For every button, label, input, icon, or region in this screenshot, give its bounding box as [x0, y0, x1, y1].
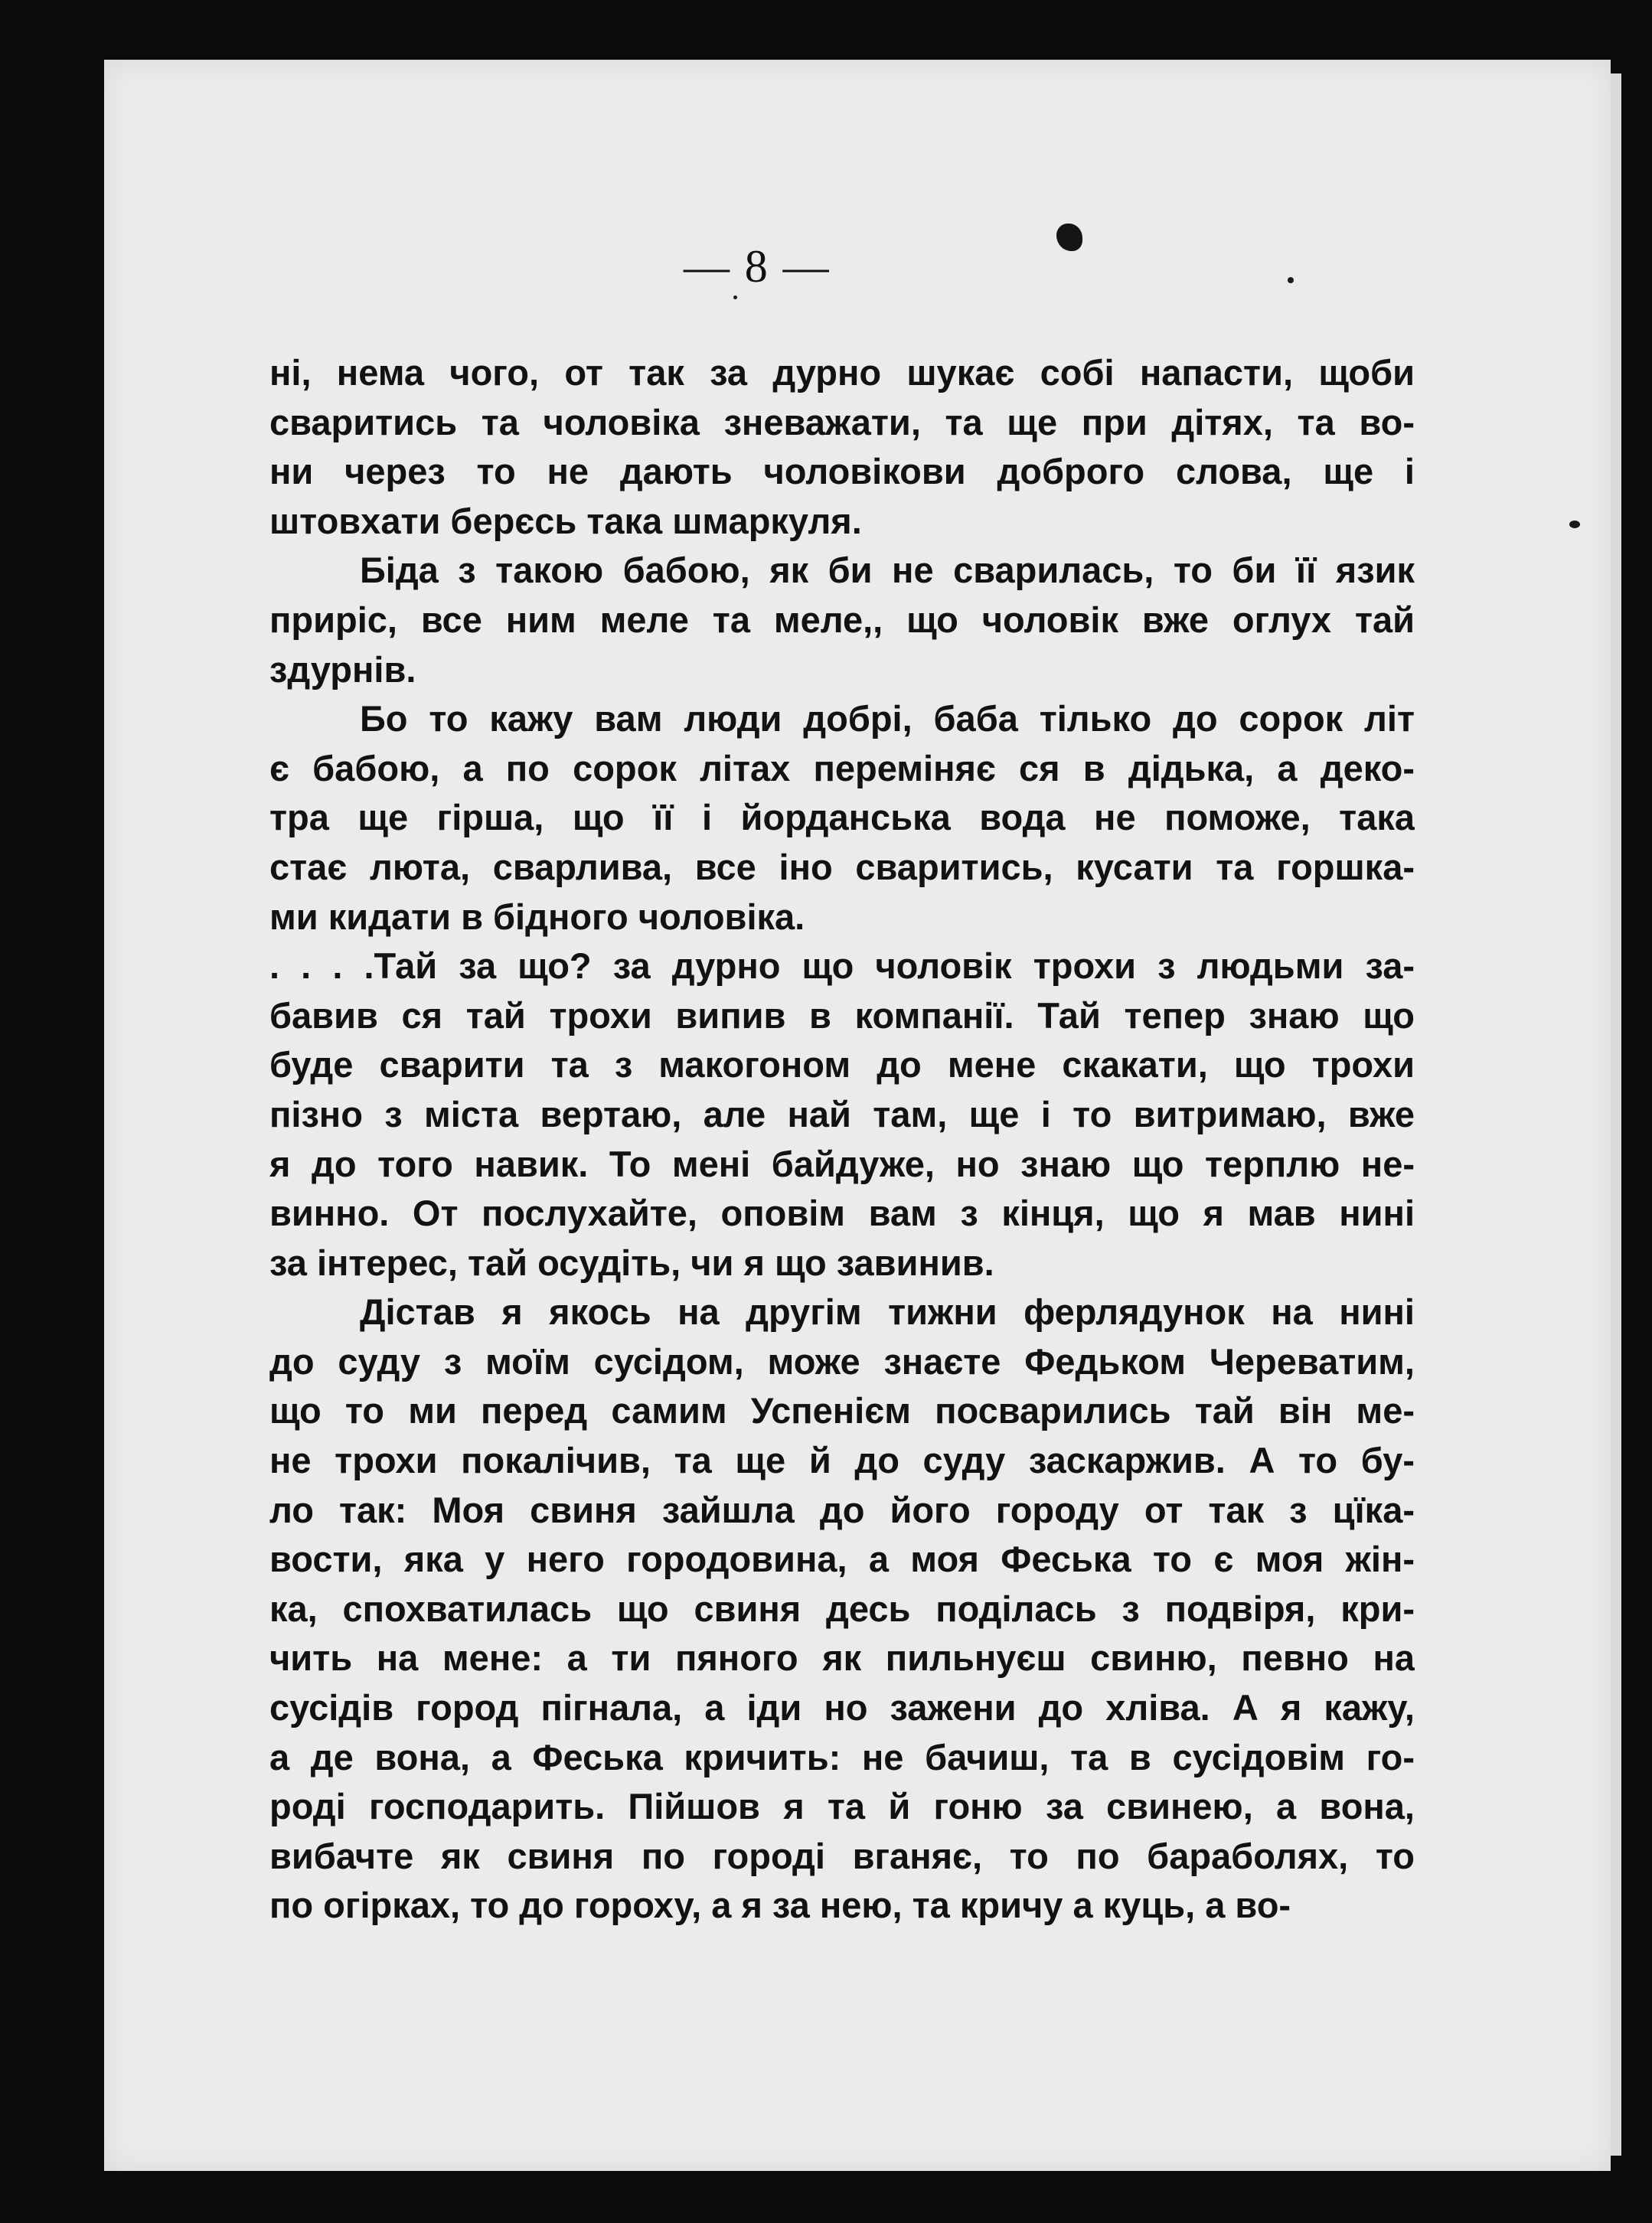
text-line: по огірках, то до гороху, а я за нею, та кричу а куць, а во- — [269, 1885, 1291, 1926]
paragraph — [269, 1288, 1415, 1931]
paragraph — [269, 546, 1415, 694]
ink-speck — [733, 295, 737, 299]
text-line: до суду з моїм сусідом, може знаєте Федьком Череватим, — [269, 1340, 1415, 1382]
text-line: чить на мене: а ти пяного як пильнуєш свиню, певно на — [269, 1637, 1415, 1679]
text-line: Дістав я якось на другім тижни ферлядунок на нині — [360, 1291, 1415, 1333]
text-line: вости, яка у него городовина, а моя Феська то є моя жін- — [269, 1539, 1415, 1580]
text-line: . . . .Тай за що? за дурно що чоловік трохи з людьми за- — [269, 945, 1415, 987]
text-line: що то ми перед самим Успенієм посварились тай він ме- — [269, 1390, 1415, 1431]
text-line: не трохи покалічив, та ще й до суду заскаржив. А то бу- — [269, 1440, 1415, 1481]
text-line: здурнів. — [269, 648, 416, 690]
text-line: є бабою, а по сорок літах переміняє ся в дідька, а деко- — [269, 747, 1415, 788]
text-line: за інтерес, тай осудіть, чи я що завинив. — [269, 1242, 994, 1283]
text-line: роді господарить. Пійшов я та й гоню за свинею, а вона, — [269, 1786, 1415, 1827]
text-line: стає люта, сварлива, все іно сваритись, кусати та горшка- — [269, 846, 1415, 887]
text-line: тра ще гірша, що її і йорданська вода не поможе, така — [269, 797, 1415, 838]
text-line: штовхати берєсь така шмаркуля. — [269, 500, 862, 541]
text-line: винно. От послухайте, оповім вам з кінця, що я мав нині — [269, 1193, 1415, 1234]
text-line: я до того навик. То мені байдуже, но знаю що терплю не- — [269, 1143, 1415, 1184]
body-text — [269, 348, 1415, 1931]
page-edge — [1611, 73, 1621, 2156]
text-line: сваритись та чоловіка зневажати, та ще при дітях, та во- — [269, 401, 1415, 442]
text-line: ло так: Моя свиня зайшла до його городу от так з цїка- — [269, 1489, 1415, 1530]
ink-speck — [1569, 521, 1580, 528]
text-line: Бо то кажу вам люди добрі, баба тілько до сорок літ — [360, 698, 1415, 739]
paragraph — [269, 942, 1415, 1288]
text-line: а де вона, а Феська кричить: не бачиш, та в сусідовім го- — [269, 1736, 1415, 1777]
text-line: приріс, все ним меле та меле,, що чоловік вже оглух тай — [269, 599, 1415, 640]
text-line: бавив ся тай трохи випив в компанії. Тай тепер знаю що — [269, 994, 1415, 1036]
text-line: Біда з такою бабою, як би не сварилась, то би її язик — [360, 550, 1415, 591]
text-line: ми кидати в бідного чоловіка. — [269, 896, 805, 937]
text-line: вибачте як свиня по городі вганяє, то по бараболях, то — [269, 1835, 1415, 1876]
text-line: сусідів город пігнала, а іди но зажени до хліва. А я кажу, — [269, 1687, 1415, 1728]
text-line: пізно з міста вертаю, але най там, ще і то витримаю, вже — [269, 1093, 1415, 1134]
text-line: буде сварити та з макогоном до мене скакати, що трохи — [269, 1044, 1415, 1085]
page-number: — 8 — — [684, 241, 831, 292]
text-line: ні, нема чого, от так за дурно шукає собі напасти, щоби — [269, 352, 1415, 393]
text-line: ка, спохватилась що свиня десь поділась з подвіря, кри- — [269, 1588, 1415, 1629]
paragraph — [269, 348, 1415, 546]
paragraph — [269, 694, 1415, 942]
text-line: ни через то не дають чоловікови доброго слова, ще і — [269, 451, 1415, 492]
